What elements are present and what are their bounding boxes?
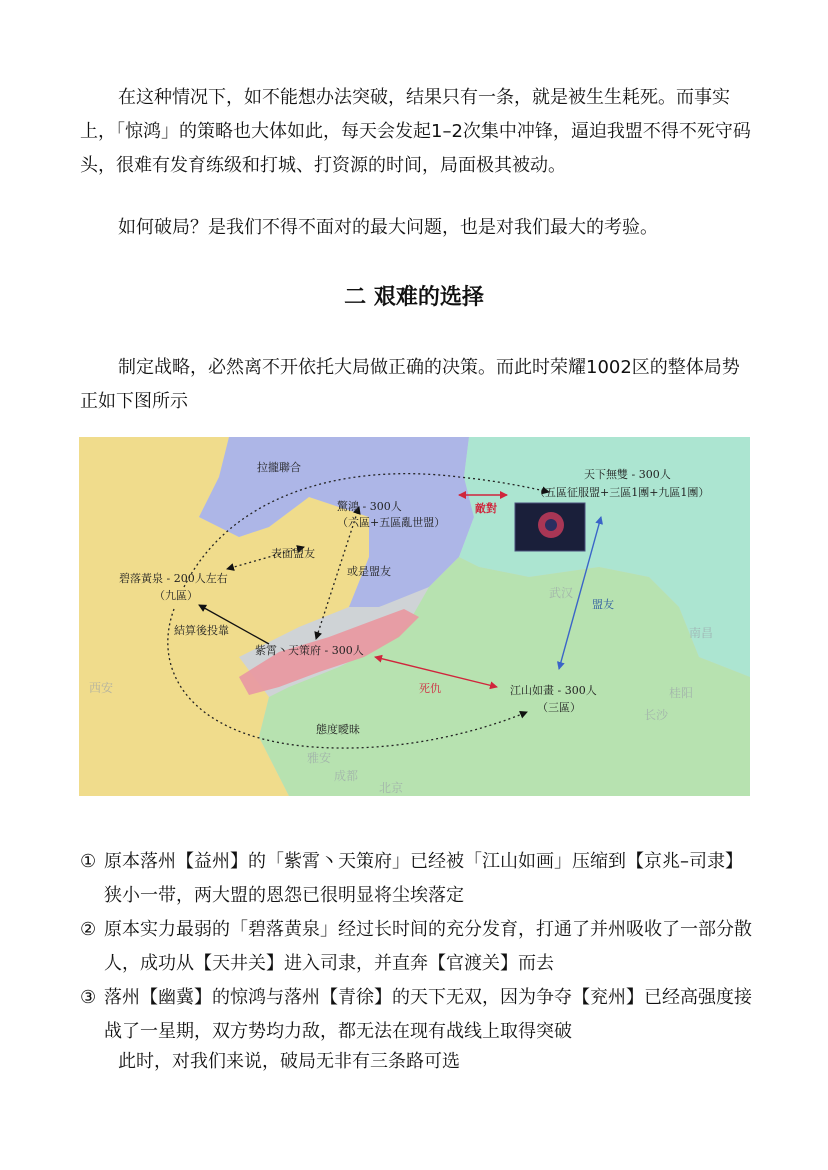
relation-huoshi: 或是盟友 [347, 565, 391, 578]
relation-mengyou: 盟友 [592, 598, 614, 611]
list-item [80, 913, 760, 981]
paragraph-situation: 在这种情况下，如不能想办法突破，结果只有一条，就是被生生耗死。而事实上，「惊鸿」的策略也大体如此，每天会发起1–2次集中冲锋，逼迫我盟不得不死守码头，很难有发育练级和打城、打资源的时间，局面极其被动。 [80, 87, 751, 176]
list-number: ③ [80, 987, 97, 1008]
faction-biluo: 碧落黃泉 - 200人左右 [119, 572, 228, 585]
relation-didui: 敵對 [475, 502, 497, 515]
list-number: ① [80, 851, 97, 872]
faction-jinghong-sub: （六區+五區亂世盟） [337, 516, 446, 529]
place-label: 雅安 [307, 751, 332, 765]
situation-list [80, 845, 760, 1049]
faction-tianxia-sub: （五區征服盟+三區1團+九區1團） [534, 486, 710, 499]
list-text: 原本实力最弱的「碧落黄泉」经过长时间的充分发育，打通了并州吸收了一部分散人，成功从【天井关】进入司隶，并直奔【官渡关】而去 [104, 919, 752, 974]
place-label: 桂阳 [669, 686, 694, 700]
relation-taidu: 態度曖昧 [316, 723, 360, 736]
faction-jinghong: 驚鴻 - 300人 [337, 500, 402, 513]
closing-line: 此时，对我们来说，破局无非有三条路可选 [118, 1051, 460, 1072]
list-number: ② [80, 919, 97, 940]
list-text: 原本落州【益州】的「紫霄丶天策府」已经被「江山如画」压缩到【京兆–司隶】狭小一带，两大盟的恩怨已很明显将尘埃落定 [104, 851, 743, 906]
faction-tianxia: 天下無雙 - 300人 [584, 468, 671, 481]
section-heading: 二 艰难的选择 [344, 285, 484, 310]
list-text: 落州【幽冀】的惊鸿与落州【青徐】的天下无双，因为争夺【兖州】已经高强度接战了一星期，双方势均力敌，都无法在现有战线上取得突破 [104, 987, 752, 1042]
place-label: 西安 [89, 681, 114, 695]
faction-jiangshan: 江山如畫 - 300人 [510, 684, 597, 697]
faction-jiangshan-sub: （三區） [537, 701, 581, 714]
paragraph-question: 如何破局？是我们不得不面对的最大问题，也是对我们最大的考验。 [118, 217, 658, 238]
relation-lalong: 拉攏聯合 [257, 461, 301, 474]
faction-zixiao: 紫霄丶天策府 - 300人 [255, 644, 364, 657]
place-label: 北京 [379, 781, 404, 795]
inset-marker-center [545, 519, 557, 531]
place-label: 长沙 [644, 708, 669, 722]
place-label: 成都 [334, 769, 359, 783]
faction-biluo-sub: （九區） [154, 589, 198, 602]
paragraph-strategy: 制定战略，必然离不开依托大局做正确的决策。而此时荣耀1002区的整体局势正如下图所示 [80, 357, 740, 412]
list-item [80, 845, 760, 913]
relation-biaomian: 表面盟友 [271, 547, 315, 560]
territory-map [79, 437, 750, 796]
relation-jiesuan: 結算後投靠 [174, 624, 229, 637]
place-label: 武汉 [549, 586, 574, 600]
place-label: 南昌 [689, 626, 714, 640]
relation-sichou: 死仇 [419, 682, 441, 695]
list-item [80, 981, 760, 1049]
